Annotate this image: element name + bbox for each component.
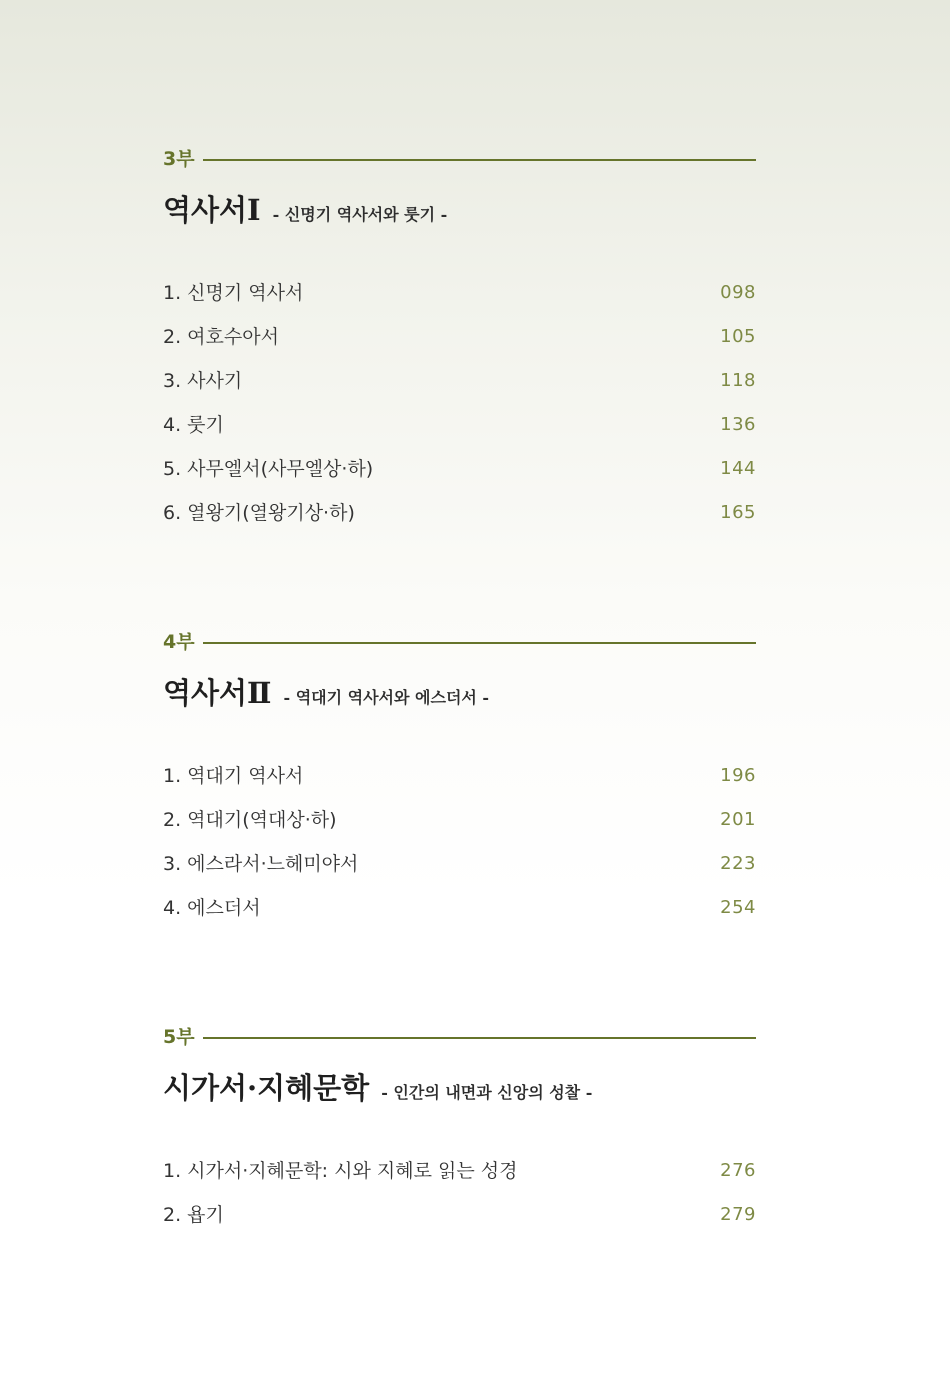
part-title-main: 역사서Ⅰ (163, 193, 261, 227)
toc-entry[interactable] (163, 500, 756, 544)
toc-entry-title: 3. 사사기 (163, 370, 243, 392)
toc-entry-page: 196 (720, 765, 756, 786)
toc-entry[interactable] (163, 807, 756, 851)
part-divider-line (203, 1037, 756, 1039)
toc-list (163, 763, 756, 939)
toc-entry[interactable] (163, 456, 756, 500)
part-5-section (163, 1026, 756, 1246)
part-subtitle: - 인간의 내면과 신앙의 성찰 - (381, 1083, 593, 1102)
part-subtitle: - 역대기 역사서와 에스더서 - (283, 688, 490, 707)
toc-entry-page: 118 (720, 370, 756, 391)
part-4-section (163, 631, 756, 939)
toc-entry-page: 105 (720, 326, 756, 347)
part-label: 4부 (163, 631, 195, 653)
part-divider-line (203, 159, 756, 161)
toc-entry-page: 165 (720, 502, 756, 523)
toc-entry[interactable] (163, 851, 756, 895)
toc-entry-title: 4. 룻기 (163, 414, 224, 436)
part-title-main: 역사서Ⅱ (163, 676, 272, 710)
toc-list (163, 1158, 756, 1246)
part-subtitle: - 신명기 역사서와 룻기 - (272, 205, 448, 224)
part-label: 3부 (163, 148, 195, 170)
toc-entry-title: 2. 여호수아서 (163, 326, 279, 348)
toc-entry-title: 5. 사무엘서(사무엘상·하) (163, 458, 374, 480)
part-title-main: 시가서·지혜문학 (163, 1071, 370, 1105)
part-label: 5부 (163, 1026, 195, 1048)
toc-list (163, 280, 756, 544)
toc-entry-page: 144 (720, 458, 756, 479)
toc-entry[interactable] (163, 1202, 756, 1246)
part-title (163, 188, 756, 232)
toc-entry-title: 4. 에스더서 (163, 897, 261, 919)
toc-entry[interactable] (163, 412, 756, 456)
toc-entry-page: 201 (720, 809, 756, 830)
part-header (163, 148, 756, 172)
toc-entry-title: 2. 역대기(역대상·하) (163, 809, 337, 831)
part-divider-line (203, 642, 756, 644)
part-header (163, 1026, 756, 1050)
toc-entry-title: 2. 욥기 (163, 1204, 224, 1226)
toc-entry[interactable] (163, 280, 756, 324)
toc-entry[interactable] (163, 1158, 756, 1202)
part-title (163, 1066, 756, 1110)
toc-entry-title: 1. 신명기 역사서 (163, 282, 304, 304)
toc-entry-page: 223 (720, 853, 756, 874)
part-header (163, 631, 756, 655)
toc-entry[interactable] (163, 895, 756, 939)
part-3-section (163, 148, 756, 544)
toc-entry[interactable] (163, 324, 756, 368)
toc-entry-page: 254 (720, 897, 756, 918)
part-title (163, 671, 756, 715)
toc-entry-page: 276 (720, 1160, 756, 1181)
toc-entry[interactable] (163, 368, 756, 412)
toc-entry-title: 1. 역대기 역사서 (163, 765, 304, 787)
toc-entry-page: 279 (720, 1204, 756, 1225)
toc-entry-title: 3. 에스라서·느헤미야서 (163, 853, 359, 875)
toc-entry-page: 098 (720, 282, 756, 303)
toc-entry-title: 6. 열왕기(열왕기상·하) (163, 502, 355, 524)
toc-entry[interactable] (163, 763, 756, 807)
toc-entry-page: 136 (720, 414, 756, 435)
toc-entry-title: 1. 시가서·지혜문학: 시와 지혜로 읽는 성경 (163, 1160, 518, 1182)
